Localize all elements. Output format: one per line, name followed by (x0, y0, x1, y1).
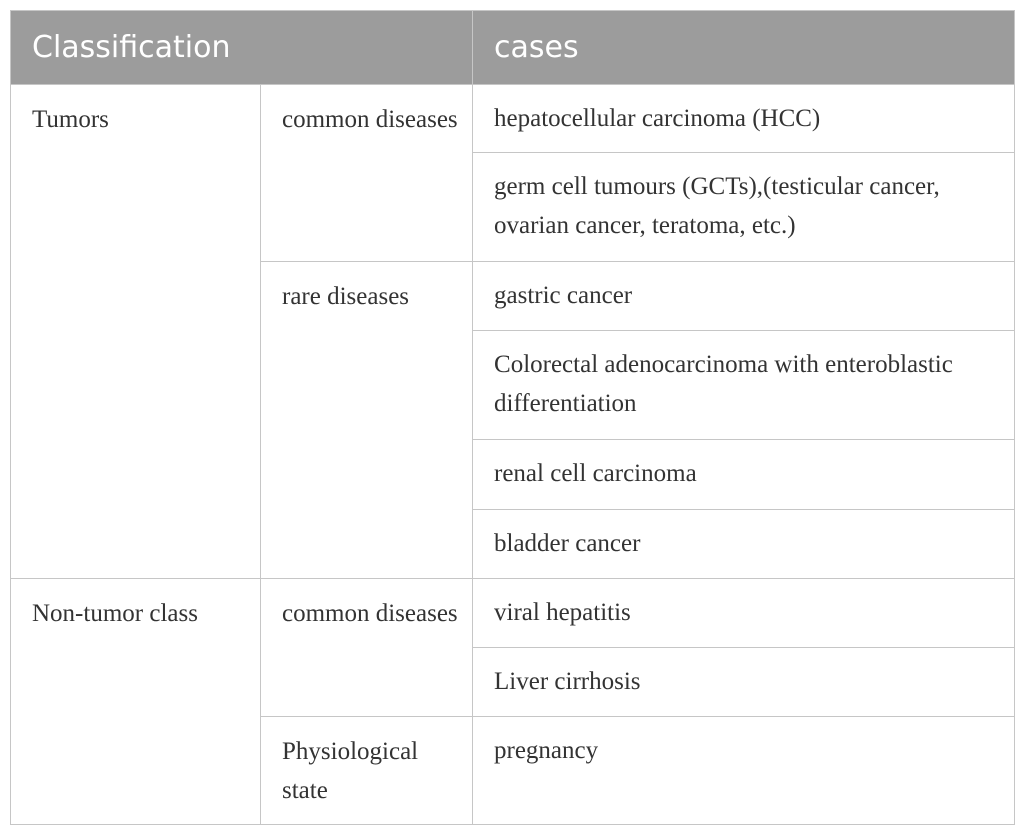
type-cell-physiological-state: Physiological state (261, 717, 473, 825)
table-row (11, 85, 1015, 153)
case-cell: Liver cirrhosis (473, 648, 1015, 717)
classification-table-container (10, 10, 1014, 825)
classification-cell-tumors: Tumors (11, 85, 261, 579)
type-cell-common-diseases: common diseases (261, 85, 473, 262)
case-cell: bladder cancer (473, 510, 1015, 579)
type-cell-rare-diseases: rare diseases (261, 262, 473, 579)
case-cell: Colorectal adenocarcinoma with enteroblastic differentiation (473, 331, 1015, 440)
classification-table (10, 10, 1015, 825)
type-cell-common-diseases: common diseases (261, 579, 473, 717)
case-cell: gastric cancer (473, 262, 1015, 331)
case-cell: hepatocellular carcinoma (HCC) (473, 85, 1015, 153)
case-cell: renal cell carcinoma (473, 440, 1015, 510)
classification-cell-non-tumor: Non-tumor class (11, 579, 261, 825)
case-cell: germ cell tumours (GCTs),(testicular cancer, ovarian cancer, teratoma, etc.) (473, 153, 1015, 262)
header-cases: cases (473, 11, 1015, 85)
case-cell: viral hepatitis (473, 579, 1015, 648)
table-row (11, 579, 1015, 648)
header-classification: Classification (11, 11, 473, 85)
table-header-row (11, 11, 1015, 85)
case-cell: pregnancy (473, 717, 1015, 825)
